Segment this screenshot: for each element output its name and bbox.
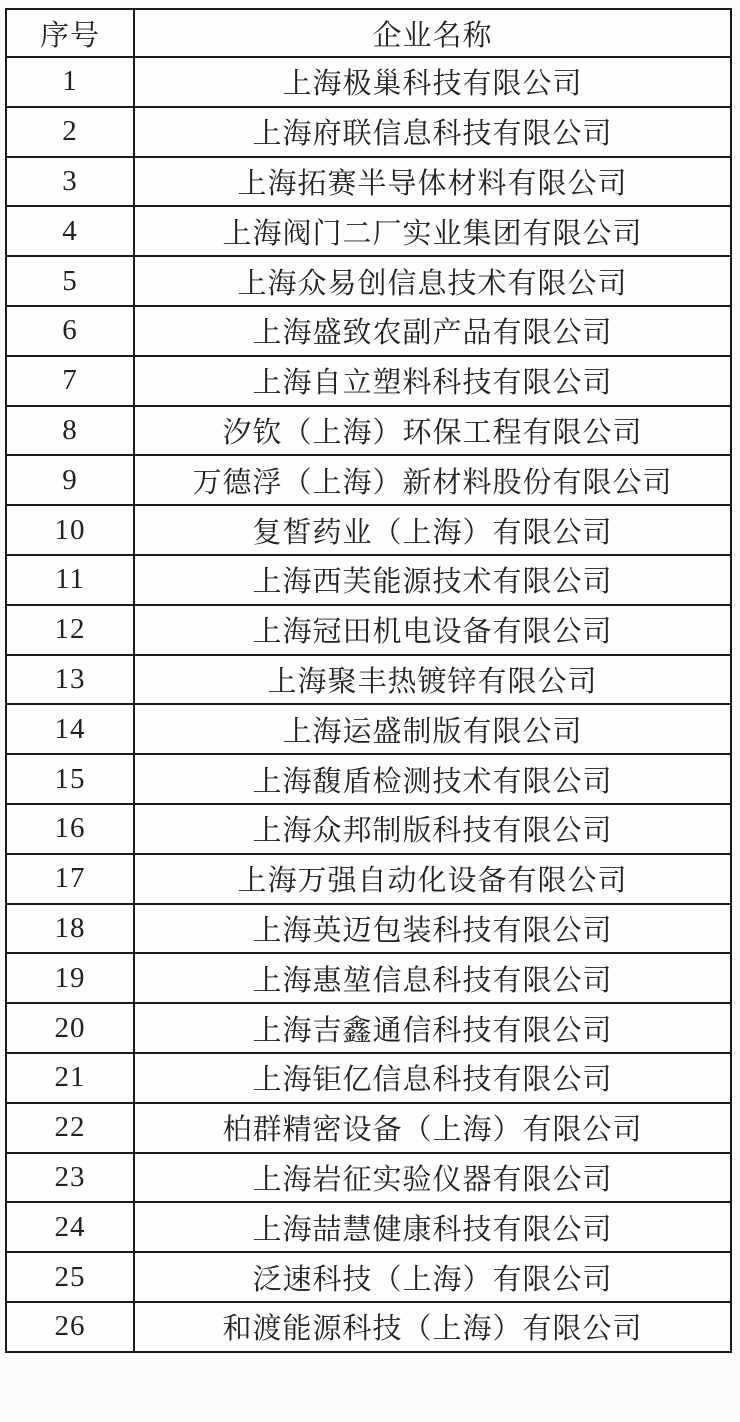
- row-company-name-cell: 上海西芙能源技术有限公司: [134, 555, 731, 605]
- row-index-cell: 7: [6, 356, 134, 406]
- table-row: [6, 157, 731, 207]
- table-row: [6, 57, 731, 107]
- row-company-name-cell: 上海万强自动化设备有限公司: [134, 854, 731, 904]
- table-row: [6, 505, 731, 555]
- row-company-name-cell: 上海众易创信息技术有限公司: [134, 256, 731, 306]
- row-company-name-cell: 汐钦（上海）环保工程有限公司: [134, 406, 731, 456]
- row-company-name-cell: 上海钜亿信息科技有限公司: [134, 1053, 731, 1103]
- row-company-name-cell: 上海喆慧健康科技有限公司: [134, 1202, 731, 1252]
- row-index-cell: 11: [6, 555, 134, 605]
- row-index-cell: 9: [6, 455, 134, 505]
- row-company-name-cell: 上海拓赛半导体材料有限公司: [134, 157, 731, 207]
- table-row: [6, 754, 731, 804]
- row-company-name-cell: 万德浮（上海）新材料股份有限公司: [134, 455, 731, 505]
- row-company-name-cell: 泛速科技（上海）有限公司: [134, 1252, 731, 1302]
- row-company-name-cell: 上海吉鑫通信科技有限公司: [134, 1003, 731, 1053]
- row-company-name-cell: 上海英迈包装科技有限公司: [134, 904, 731, 954]
- table-row: [6, 356, 731, 406]
- table-row: [6, 854, 731, 904]
- row-index-cell: 4: [6, 206, 134, 256]
- table-row: [6, 1252, 731, 1302]
- row-index-cell: 17: [6, 854, 134, 904]
- row-company-name-cell: 上海馥盾检测技术有限公司: [134, 754, 731, 804]
- table-row: [6, 306, 731, 356]
- row-company-name-cell: 柏群精密设备（上海）有限公司: [134, 1103, 731, 1153]
- row-index-cell: 16: [6, 804, 134, 854]
- row-index-cell: 26: [6, 1302, 134, 1352]
- row-index-cell: 14: [6, 704, 134, 754]
- table-row: [6, 1153, 731, 1203]
- row-index-cell: 13: [6, 655, 134, 705]
- row-index-cell: 18: [6, 904, 134, 954]
- table-row: [6, 455, 731, 505]
- company-table: [5, 8, 732, 1353]
- row-company-name-cell: 上海府联信息科技有限公司: [134, 107, 731, 157]
- table-row: [6, 1003, 731, 1053]
- table-row: [6, 1103, 731, 1153]
- row-index-cell: 20: [6, 1003, 134, 1053]
- row-company-name-cell: 上海运盛制版有限公司: [134, 704, 731, 754]
- row-index-cell: 12: [6, 605, 134, 655]
- table-row: [6, 256, 731, 306]
- row-index-cell: 8: [6, 406, 134, 456]
- table-row: [6, 904, 731, 954]
- row-index-cell: 19: [6, 953, 134, 1003]
- table-row: [6, 1202, 731, 1252]
- row-index-cell: 10: [6, 505, 134, 555]
- table-row: [6, 804, 731, 854]
- row-company-name-cell: 上海众邦制版科技有限公司: [134, 804, 731, 854]
- row-index-cell: 25: [6, 1252, 134, 1302]
- row-index-cell: 3: [6, 157, 134, 207]
- table-row: [6, 655, 731, 705]
- row-company-name-cell: 上海盛致农副产品有限公司: [134, 306, 731, 356]
- row-company-name-cell: 上海阀门二厂实业集团有限公司: [134, 206, 731, 256]
- table-row: [6, 1302, 731, 1352]
- row-index-cell: 23: [6, 1153, 134, 1203]
- table-body: [6, 57, 731, 1352]
- row-company-name-cell: 上海自立塑料科技有限公司: [134, 356, 731, 406]
- row-index-cell: 24: [6, 1202, 134, 1252]
- header-row: [6, 9, 731, 57]
- table-row: [6, 555, 731, 605]
- row-index-cell: 21: [6, 1053, 134, 1103]
- table-row: [6, 605, 731, 655]
- row-index-cell: 15: [6, 754, 134, 804]
- header-cell-name: 企业名称: [134, 9, 731, 57]
- row-company-name-cell: 上海惠堃信息科技有限公司: [134, 953, 731, 1003]
- row-index-cell: 6: [6, 306, 134, 356]
- table-row: [6, 406, 731, 456]
- table-row: [6, 206, 731, 256]
- row-index-cell: 22: [6, 1103, 134, 1153]
- table-row: [6, 704, 731, 754]
- table-row: [6, 107, 731, 157]
- row-index-cell: 5: [6, 256, 134, 306]
- row-company-name-cell: 复皙药业（上海）有限公司: [134, 505, 731, 555]
- row-company-name-cell: 上海冠田机电设备有限公司: [134, 605, 731, 655]
- table-row: [6, 953, 731, 1003]
- row-company-name-cell: 和渡能源科技（上海）有限公司: [134, 1302, 731, 1352]
- table-row: [6, 1053, 731, 1103]
- row-company-name-cell: 上海极巢科技有限公司: [134, 57, 731, 107]
- header-cell-index: 序号: [6, 9, 134, 57]
- row-index-cell: 2: [6, 107, 134, 157]
- row-company-name-cell: 上海聚丰热镀锌有限公司: [134, 655, 731, 705]
- row-company-name-cell: 上海岩征实验仪器有限公司: [134, 1153, 731, 1203]
- row-index-cell: 1: [6, 57, 134, 107]
